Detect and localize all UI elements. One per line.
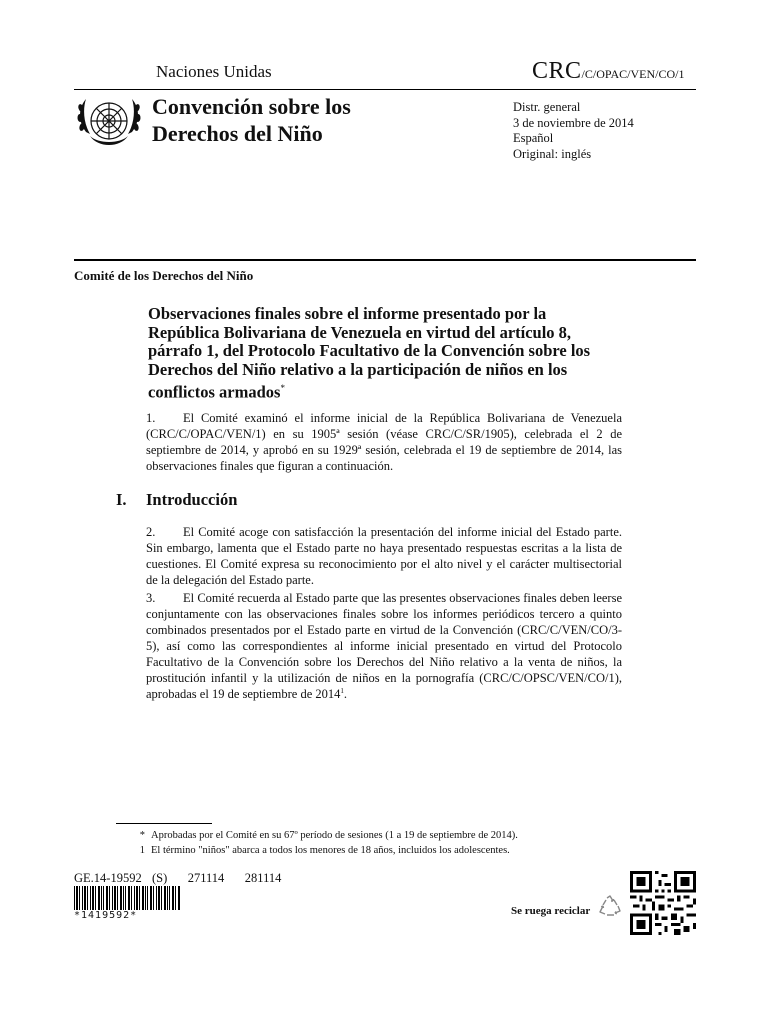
qr-code-icon xyxy=(630,871,696,935)
section-title: Introducción xyxy=(146,490,238,509)
recycle-text: Se ruega reciclar xyxy=(511,905,591,917)
paragraph-text: El Comité recuerda al Estado parte que las presentes observaciones finales deben leerse conjuntamente con las observaciones finales sobre los informes periódicos tercero a quinto combinados presentados por el Estado parte en virtud de la Convención (CRC/C/VEN/CO/3-5), así como las correspondientes al informe inicial presentado en virtud del Protocolo Facultativo de la Convención sobre los Derechos del Niño relativo a la venta de niños, la prostitución infantil y la utilización de niños en la pornografía (CRC/C/OPSC/VEN/CO/1), aprobadas el 19 de septiembre de 2014 xyxy=(146,591,622,701)
header-rule xyxy=(74,89,696,90)
section-heading xyxy=(116,490,237,510)
main-title-text: Observaciones finales sobre el informe presentado por la República Bolivariana de Venezuela en virtud del artículo 8, párrafo 1, del Protocolo Facultativo de la Convención sobre los Derechos del Niño relativo a la participación de niños en los conflictos armados xyxy=(148,304,591,402)
document-date: 3 de noviembre de 2014 xyxy=(513,115,634,130)
document-language: Español xyxy=(513,131,554,145)
barcode-text: *1419592* xyxy=(74,910,138,921)
paragraph-1 xyxy=(146,410,622,474)
footnote-reference: 1 xyxy=(340,686,344,695)
main-title xyxy=(148,305,618,402)
document-title xyxy=(152,93,482,147)
distribution-label: Distr. general xyxy=(513,100,581,114)
paragraph-tail: . xyxy=(343,687,348,701)
footnote-text: Aprobadas por el Comité en su 67º período de sesiones (1 a 19 de septiembre de 2014). xyxy=(151,830,518,841)
committee-name: Comité de los Derechos del Niño xyxy=(74,268,254,283)
footnote-mark: * xyxy=(139,830,145,841)
title-line-2: Derechos del Niño xyxy=(152,121,323,146)
footnote-mark: 1 xyxy=(139,845,145,856)
footnote xyxy=(116,829,518,842)
symbol-main: CRC xyxy=(532,58,582,84)
paragraph-text: El Comité examinó el informe inicial de la República Bolivariana de Venezuela (CRC/C/OPAC/VEN/1) en su 1905ª sesión (véase CRC/C/SR/1905), celebrada el 2 de septiembre de 2014, y aprobó en su 1929ª sesión, celebrada el 19 de septiembre de 2014, las observaciones finales que figuran a continuación. xyxy=(146,411,622,473)
barcode-icon xyxy=(74,886,180,910)
recycle-icon xyxy=(598,894,622,918)
main-title-footnote-mark: * xyxy=(280,383,285,393)
paragraph-number: 2. xyxy=(146,525,156,539)
document-symbol xyxy=(532,58,684,85)
title-line-1: Convención sobre los xyxy=(152,94,351,119)
un-emblem-icon xyxy=(76,94,142,154)
paragraph-number: 1. xyxy=(146,411,156,425)
paragraph-3 xyxy=(146,590,622,702)
footnote-rule xyxy=(116,823,212,824)
section-number: I. xyxy=(116,490,127,509)
paragraph-number: 3. xyxy=(146,591,156,605)
original-language: Original: inglés xyxy=(513,146,592,161)
footnote-text: El término "niños" abarca a todos los menores de 18 años, incluidos los adolescentes. xyxy=(151,845,510,856)
paragraph-text: El Comité acoge con satisfacción la presentación del informe inicial del Estado parte. Sin embargo, lamenta que el Estado parte no haya presentado respuestas escritas a la lista de cuestiones. El Comité expresa su reconocimiento por el alto nivel y el carácter multisectorial de la delegación del Estado parte. xyxy=(146,525,622,587)
symbol-suffix: /C/OPAC/VEN/CO/1 xyxy=(581,67,685,81)
paragraph-2 xyxy=(146,524,622,588)
distribution-block xyxy=(513,100,634,162)
title-rule xyxy=(74,259,696,261)
org-name: Naciones Unidas xyxy=(156,62,272,81)
footnote xyxy=(116,844,510,857)
job-number: GE.14-19592 (S) 271114 281114 xyxy=(74,871,282,885)
